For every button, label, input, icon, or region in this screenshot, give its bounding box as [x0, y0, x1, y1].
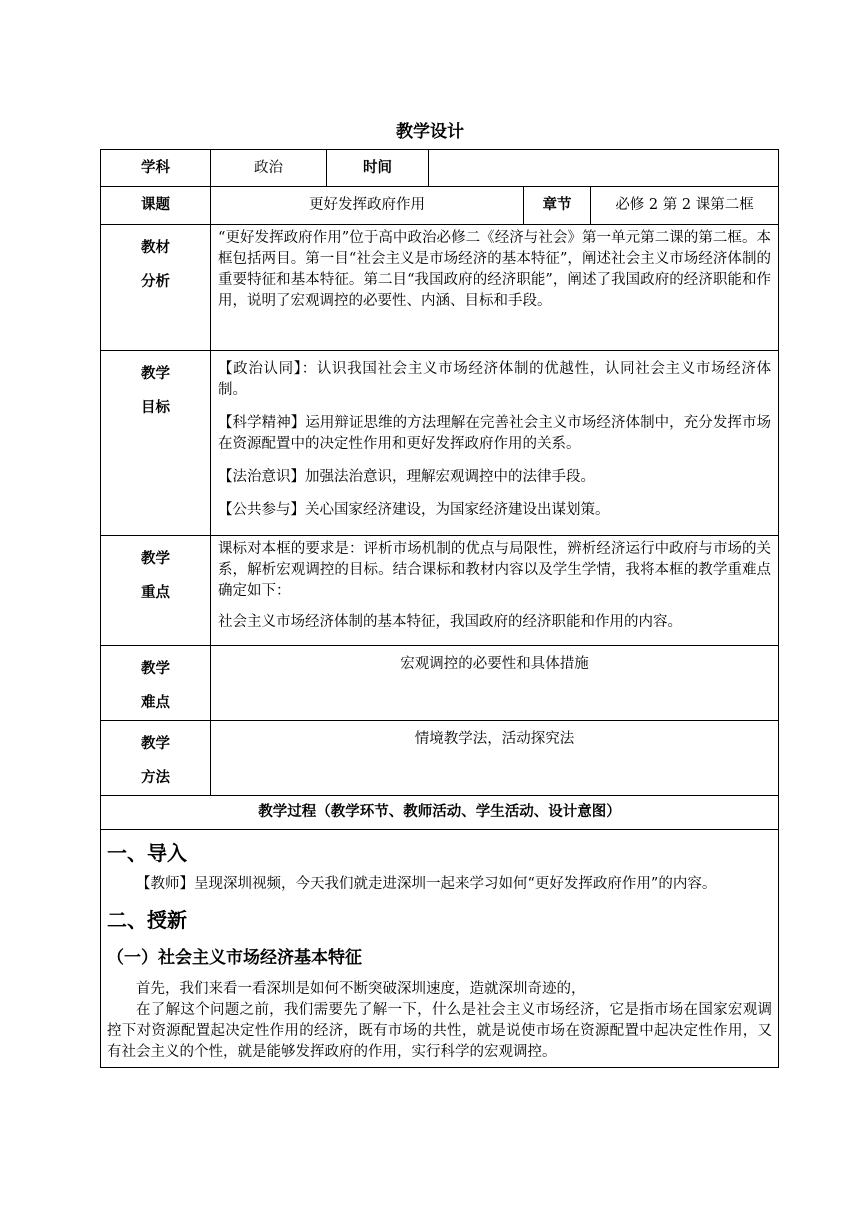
- process-paragraph-1: 首先，我们来看一看深圳是如何不断突破深圳速度，造就深圳奇迹的，: [136, 981, 586, 997]
- topic-label: 课题: [101, 187, 211, 225]
- goal-rule-of-law: 【法治意识】加强法治意识，理解宏观调控中的法律手段。: [218, 469, 595, 485]
- difficulty-row: [101, 646, 779, 721]
- subject-row: [101, 150, 779, 187]
- time-value: [429, 150, 779, 187]
- goals-label-line2: 目标: [141, 400, 170, 416]
- method-label: [101, 721, 211, 796]
- section-new-lesson-heading: 二、授新: [107, 908, 187, 932]
- analysis-row: [101, 225, 779, 351]
- method-label-line1: 教学: [141, 736, 170, 752]
- goal-political-identity: 【政治认同】：认识我国社会主义市场经济体制的优越性，认同社会主义市场经济体制。: [218, 361, 772, 398]
- chapter-value: 必修 2 第 2 课第二框: [591, 187, 779, 225]
- section-intro-paragraph: 【教师】呈现深圳视频，今天我们就走进深圳一起来学习如何“更好发挥政府作用”的内容。: [136, 876, 717, 892]
- subsection-features-heading: （一）社会主义市场经济基本特征: [107, 948, 362, 968]
- topic-row: [101, 187, 779, 225]
- process-paragraph-2: 在了解这个问题之前，我们需要先了解一下，什么是社会主义市场经济，它是指市场在国家宏观调控下对资源配置起决定性作用的经济，既有市场的共性，就是说使市场在资源配置中起决定性作用，又有社会主义的个性，就是能够发挥政府的作用，实行科学的宏观调控。: [107, 1002, 773, 1060]
- page-title: 教学设计: [396, 122, 464, 142]
- key-points-paragraph-2: 社会主义市场经济体制的基本特征，我国政府的经济职能和作用的内容。: [218, 614, 682, 630]
- analysis-label-line2: 分析: [141, 274, 170, 290]
- goals-label: [101, 351, 211, 536]
- process-header-row: [101, 796, 779, 830]
- analysis-label-line1: 教材: [141, 240, 170, 256]
- key-points-label-line2: 重点: [141, 585, 170, 601]
- analysis-label: [101, 225, 211, 351]
- key-points-row: [101, 536, 779, 646]
- difficulty-label: [101, 646, 211, 721]
- process-content: [101, 830, 779, 1068]
- key-points-text: [211, 536, 779, 646]
- key-points-label: [101, 536, 211, 646]
- goals-list: [211, 351, 779, 536]
- lesson-design-table: [100, 149, 779, 1068]
- subject-label: 学科: [101, 150, 211, 187]
- key-points-paragraph-1: 课标对本框的要求是：评析市场机制的优点与局限性，辨析经济运行中政府与市场的关系，解析宏观调控的目标。结合课标和教材内容以及学生学情，我将本框的教学重难点确定如下：: [218, 541, 772, 599]
- section-intro-heading: 一、导入: [107, 841, 187, 865]
- method-text: 情境教学法，活动探究法: [211, 721, 779, 796]
- difficulty-text: 宏观调控的必要性和具体措施: [211, 646, 779, 721]
- process-row: [101, 830, 779, 1068]
- analysis-text: “更好发挥政府作用”位于高中政治必修二《经济与社会》第一单元第二课的第二框。本框包括两目。第一目“社会主义是市场经济的基本特征”，阐述社会主义市场经济体制的重要特征和基本特征。第二目“我国政府的经济职能”，阐述了我国政府的经济职能和作用，说明了宏观调控的必要性、内涵、目标和手段。: [211, 225, 779, 351]
- subject-value: 政治: [211, 150, 327, 187]
- difficulty-label-line1: 教学: [141, 661, 170, 677]
- difficulty-label-line2: 难点: [141, 695, 170, 711]
- topic-value: 更好发挥政府作用: [211, 187, 524, 225]
- key-points-label-line1: 教学: [141, 551, 170, 567]
- process-header: 教学过程（教学环节、教师活动、学生活动、设计意图）: [101, 796, 779, 830]
- goals-row: [101, 351, 779, 536]
- method-row: [101, 721, 779, 796]
- method-label-line2: 方法: [141, 770, 170, 786]
- goals-label-line1: 教学: [141, 366, 170, 382]
- goal-scientific-spirit: 【科学精神】运用辩证思维的方法理解在完善社会主义市场经济体制中，充分发挥市场在资源配置中的决定性作用和更好发挥政府作用的关系。: [218, 415, 772, 452]
- goal-public-participation: 【公共参与】关心国家经济建设，为国家经济建设出谋划策。: [218, 502, 610, 518]
- chapter-label: 章节: [524, 187, 591, 225]
- time-label: 时间: [327, 150, 429, 187]
